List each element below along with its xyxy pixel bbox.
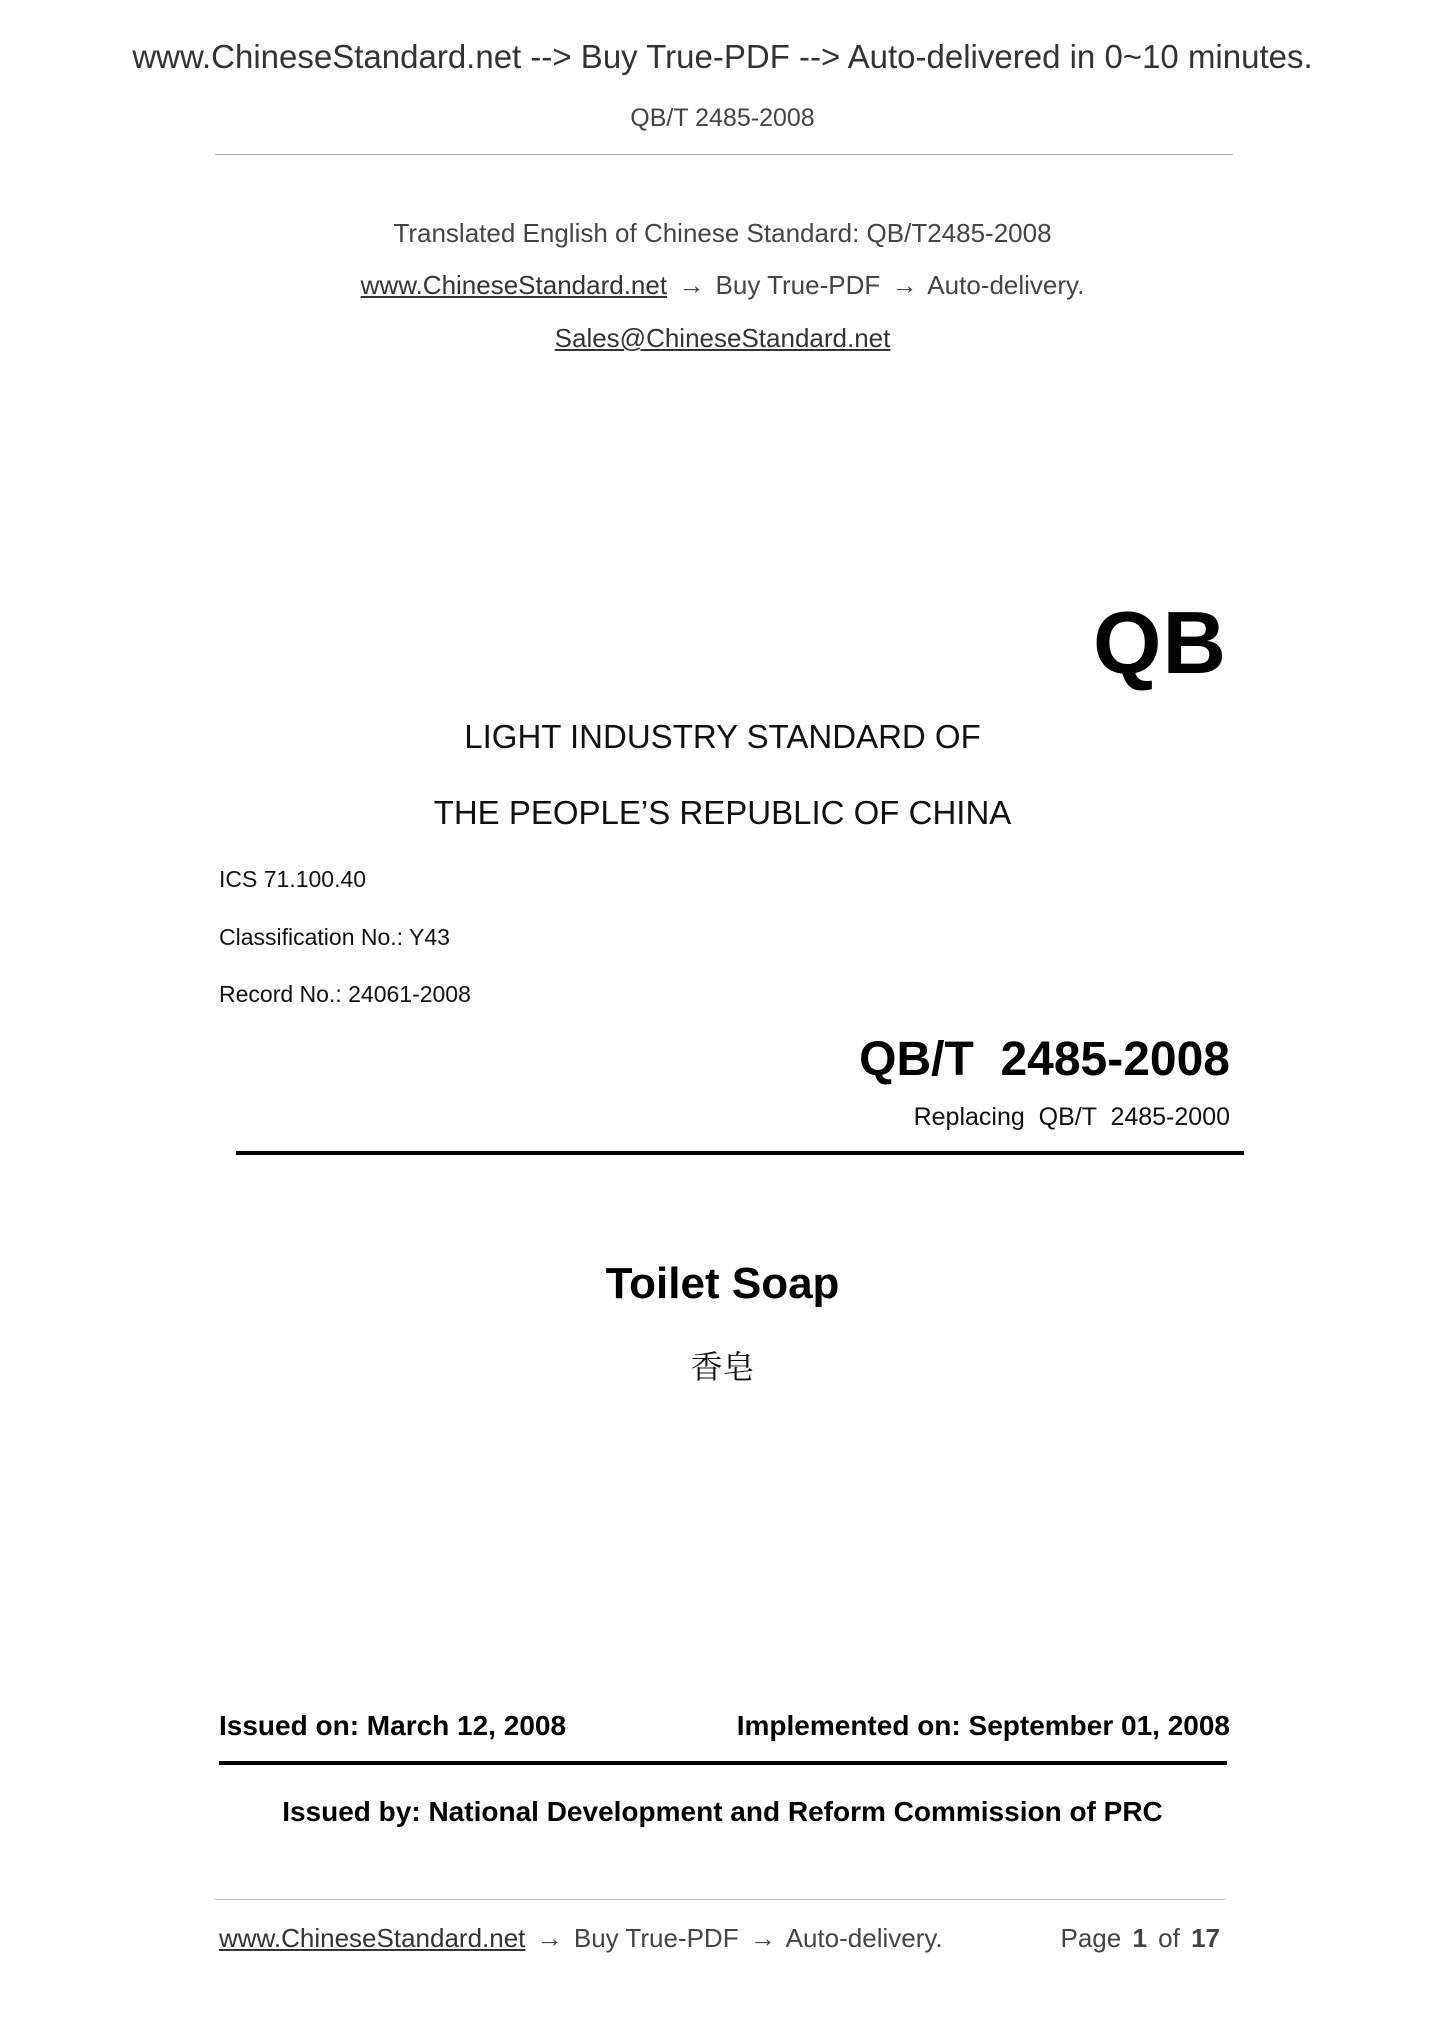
arrow-icon: →	[891, 270, 918, 300]
header-doc-code: QB/T 2485-2008	[630, 104, 815, 132]
header-banner: www.ChineseStandard.net --> Buy True-PDF --> Auto-delivered in 0~10 minutes.	[132, 38, 1313, 75]
footer-delivery-line	[219, 1923, 943, 1954]
header-divider	[215, 154, 1233, 155]
translated-line: Translated English of Chinese Standard: QB/T2485-2008	[393, 218, 1052, 248]
intro-delivery-line	[0, 270, 1445, 301]
arrow-icon: →	[749, 1923, 776, 1953]
page-of-label: of	[1158, 1923, 1180, 1953]
sales-email-link[interactable]: Sales@ChineseStandard.net	[554, 323, 891, 353]
implemented-on-date: Implemented on: September 01, 2008	[736, 1710, 1230, 1741]
classification-number: Classification No.: Y43	[219, 924, 450, 950]
issued-divider	[219, 1761, 1227, 1765]
page-indicator	[1060, 1923, 1220, 1954]
page-current: 1	[1132, 1923, 1147, 1953]
qb-logo: QB	[1093, 593, 1227, 692]
arrow-icon: →	[536, 1923, 563, 1953]
standard-line-2: THE PEOPLE’S REPUBLIC OF CHINA	[433, 794, 1012, 831]
sales-email-line	[0, 323, 1445, 354]
auto-delivery-text: Auto-delivery.	[927, 270, 1085, 300]
page-label: Page	[1060, 1923, 1122, 1953]
replacing-standard: Replacing QB/T 2485-2000	[913, 1103, 1230, 1131]
document-title: Toilet Soap	[605, 1259, 840, 1308]
issuing-authority: Issued by: National Development and Reform Commission of PRC	[282, 1796, 1163, 1827]
arrow-icon: →	[678, 270, 705, 300]
footer-divider	[215, 1899, 1225, 1900]
site-link[interactable]: www.ChineseStandard.net	[360, 270, 668, 300]
footer-site-link[interactable]: www.ChineseStandard.net	[219, 1923, 526, 1953]
footer-auto-delivery-text: Auto-delivery.	[785, 1923, 943, 1953]
footer-buy-true-pdf-text: Buy True-PDF	[573, 1923, 739, 1953]
standard-line-1: LIGHT INDUSTRY STANDARD OF	[464, 718, 981, 755]
buy-true-pdf-text: Buy True-PDF	[715, 270, 881, 300]
document-title-chinese: 香皂	[690, 1348, 755, 1386]
ics-code: ICS 71.100.40	[219, 866, 367, 892]
title-divider	[236, 1151, 1244, 1155]
record-number: Record No.: 24061-2008	[219, 981, 471, 1007]
standard-number: QB/T 2485-2008	[859, 1033, 1230, 1086]
issued-on-date: Issued on: March 12, 2008	[219, 1710, 567, 1741]
page-total: 17	[1191, 1923, 1220, 1953]
